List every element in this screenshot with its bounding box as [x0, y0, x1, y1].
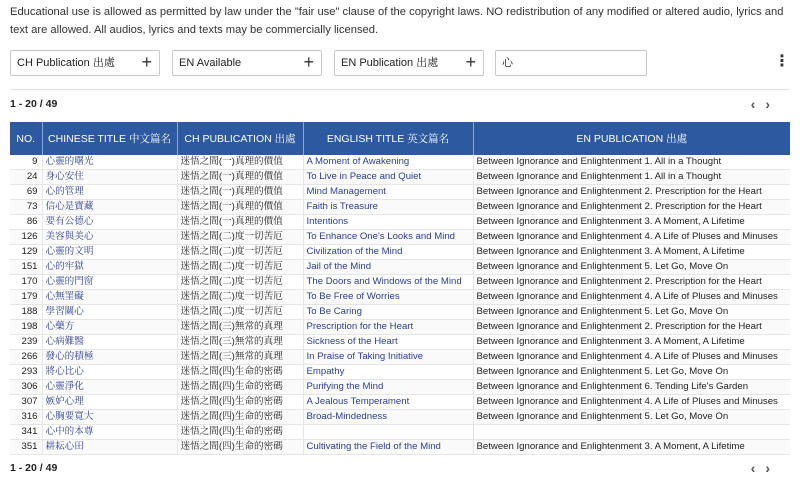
cell-en-publication: Between Ignorance and Enlightenment 1. All in a Thought	[473, 170, 790, 185]
table-row[interactable]	[10, 440, 790, 455]
table-row[interactable]	[10, 380, 790, 395]
cell-chinese-title[interactable]: 心無罣礙	[42, 290, 177, 305]
header-english-title[interactable]: ENGLISH TITLE 英文篇名	[303, 122, 473, 155]
header-chinese-title[interactable]: CHINESE TITLE 中文篇名	[42, 122, 177, 155]
cell-chinese-title[interactable]: 心藥方	[42, 320, 177, 335]
cell-english-title[interactable]: Purifying the Mind	[303, 380, 473, 395]
cell-english-title[interactable]	[303, 425, 473, 440]
header-en-publication[interactable]: EN PUBLICATION 出處	[473, 122, 790, 155]
cell-english-title[interactable]: Broad-Mindedness	[303, 410, 473, 425]
plus-icon[interactable]: +	[465, 52, 476, 72]
header-ch-publication[interactable]: CH PUBLICATION 出處	[177, 122, 303, 155]
table-row[interactable]	[10, 155, 790, 170]
ch-publication-filter[interactable]	[10, 50, 160, 76]
divider	[10, 89, 790, 90]
cell-chinese-title[interactable]: 發心的積極	[42, 350, 177, 365]
plus-icon[interactable]: +	[303, 52, 314, 72]
cell-chinese-title[interactable]: 心靈的文明	[42, 245, 177, 260]
cell-row-number: 198	[10, 320, 42, 335]
pager-range: 1 - 20 / 49	[10, 462, 58, 474]
prev-page-icon[interactable]: ‹	[750, 460, 766, 476]
cell-english-title[interactable]: The Doors and Windows of the Mind	[303, 275, 473, 290]
cell-ch-publication: 迷悟之間(四)生命的密碼	[177, 380, 303, 395]
cell-ch-publication: 迷悟之間(二)度一切苦厄	[177, 305, 303, 320]
table-row[interactable]	[10, 275, 790, 290]
cell-english-title[interactable]: Intentions	[303, 215, 473, 230]
cell-ch-publication: 迷悟之間(一)真理的價值	[177, 185, 303, 200]
table-row[interactable]	[10, 335, 790, 350]
cell-row-number: 351	[10, 440, 42, 455]
cell-row-number: 239	[10, 335, 42, 350]
cell-en-publication: Between Ignorance and Enlightenment 4. A Life of Pluses and Minuses	[473, 395, 790, 410]
en-publication-filter[interactable]	[334, 50, 484, 76]
cell-row-number: 266	[10, 350, 42, 365]
en-available-filter[interactable]	[172, 50, 322, 76]
cell-chinese-title[interactable]: 心中的本尊	[42, 425, 177, 440]
cell-en-publication: Between Ignorance and Enlightenment 5. Let Go, Move On	[473, 365, 790, 380]
prev-page-icon[interactable]: ‹	[750, 96, 766, 112]
cell-english-title[interactable]: To Be Caring	[303, 305, 473, 320]
table-row[interactable]	[10, 350, 790, 365]
cell-en-publication: Between Ignorance and Enlightenment 4. A Life of Pluses and Minuses	[473, 350, 790, 365]
copyright-notice: Educational use is allowed as permitted by law under the "fair use" clause of the copyright laws. NO redistribution of any modified or altered audio, lyrics and text are allowed. All audios, lyrics and texts may be commercially licensed.	[10, 6, 784, 36]
cell-en-publication: Between Ignorance and Enlightenment 4. A Life of Pluses and Minuses	[473, 290, 790, 305]
table-header-row	[10, 122, 790, 155]
cell-ch-publication: 迷悟之間(一)真理的價值	[177, 215, 303, 230]
table-row[interactable]	[10, 185, 790, 200]
cell-english-title[interactable]: Cultivating the Field of the Mind	[303, 440, 473, 455]
cell-row-number: 306	[10, 380, 42, 395]
cell-english-title[interactable]: To Enhance One's Looks and Mind	[303, 230, 473, 245]
cell-english-title[interactable]: In Praise of Taking Initiative	[303, 350, 473, 365]
cell-en-publication: Between Ignorance and Enlightenment 5. Let Go, Move On	[473, 260, 790, 275]
cell-ch-publication: 迷悟之間(四)生命的密碼	[177, 395, 303, 410]
cell-row-number: 188	[10, 305, 42, 320]
search-input[interactable]	[495, 50, 647, 76]
cell-english-title[interactable]: A Moment of Awakening	[303, 155, 473, 170]
cell-en-publication: Between Ignorance and Enlightenment 3. A Moment, A Lifetime	[473, 215, 790, 230]
cell-chinese-title[interactable]: 身心安住	[42, 170, 177, 185]
cell-ch-publication: 迷悟之間(二)度一切苦厄	[177, 275, 303, 290]
cell-en-publication: Between Ignorance and Enlightenment 4. A Life of Pluses and Minuses	[473, 230, 790, 245]
cell-row-number: 129	[10, 245, 42, 260]
cell-chinese-title[interactable]: 心胸要寬大	[42, 410, 177, 425]
cell-chinese-title[interactable]: 心的管理	[42, 185, 177, 200]
cell-english-title[interactable]: A Jealous Temperament	[303, 395, 473, 410]
cell-ch-publication: 迷悟之間(一)真理的價值	[177, 155, 303, 170]
cell-en-publication: Between Ignorance and Enlightenment 6. Tending Life's Garden	[473, 380, 790, 395]
cell-chinese-title[interactable]: 信心是寶藏	[42, 200, 177, 215]
cell-row-number: 24	[10, 170, 42, 185]
cell-en-publication: Between Ignorance and Enlightenment 2. Prescription for the Heart	[473, 185, 790, 200]
cell-ch-publication: 迷悟之間(三)無常的真理	[177, 320, 303, 335]
cell-row-number: 316	[10, 410, 42, 425]
cell-ch-publication: 迷悟之間(三)無常的真理	[177, 335, 303, 350]
cell-chinese-title[interactable]: 心靈淨化	[42, 380, 177, 395]
plus-icon[interactable]: +	[141, 52, 152, 72]
cell-row-number: 151	[10, 260, 42, 275]
cell-chinese-title[interactable]: 心靈的曙光	[42, 155, 177, 170]
cell-row-number: 179	[10, 290, 42, 305]
en-available-filter-label: EN Available	[179, 57, 242, 69]
more-options-icon[interactable]: ⋮	[774, 53, 790, 70]
cell-english-title[interactable]: Mind Management	[303, 185, 473, 200]
cell-en-publication: Between Ignorance and Enlightenment 5. Let Go, Move On	[473, 305, 790, 320]
next-page-icon[interactable]: ›	[765, 460, 780, 476]
cell-row-number: 9	[10, 155, 42, 170]
cell-english-title[interactable]: Prescription for the Heart	[303, 320, 473, 335]
table-row[interactable]	[10, 410, 790, 425]
cell-ch-publication: 迷悟之間(三)無常的真理	[177, 350, 303, 365]
ch-publication-filter-label: CH Publication 出處	[17, 57, 115, 69]
cell-row-number: 126	[10, 230, 42, 245]
cell-ch-publication: 迷悟之間(四)生命的密碼	[177, 410, 303, 425]
pager-top	[10, 98, 790, 112]
en-publication-filter-label: EN Publication 出處	[341, 57, 439, 69]
cell-ch-publication: 迷悟之間(一)真理的價值	[177, 170, 303, 185]
table-row[interactable]	[10, 215, 790, 230]
cell-en-publication	[473, 425, 790, 440]
cell-row-number: 170	[10, 275, 42, 290]
search-input-value: 心	[502, 57, 513, 69]
table-row[interactable]	[10, 305, 790, 320]
cell-english-title[interactable]: Civilization of the Mind	[303, 245, 473, 260]
cell-en-publication: Between Ignorance and Enlightenment 3. A Moment, A Lifetime	[473, 245, 790, 260]
table-row[interactable]	[10, 425, 790, 440]
cell-ch-publication: 迷悟之間(二)度一切苦厄	[177, 245, 303, 260]
cell-english-title[interactable]: To Be Free of Worries	[303, 290, 473, 305]
cell-row-number: 69	[10, 185, 42, 200]
next-page-icon[interactable]: ›	[765, 96, 780, 112]
cell-english-title[interactable]: Jail of the Mind	[303, 260, 473, 275]
header-no[interactable]: NO.	[10, 122, 42, 155]
cell-english-title[interactable]: To Live in Peace and Quiet	[303, 170, 473, 185]
table-row[interactable]	[10, 170, 790, 185]
cell-en-publication: Between Ignorance and Enlightenment 1. All in a Thought	[473, 155, 790, 170]
cell-english-title[interactable]: Faith is Treasure	[303, 200, 473, 215]
cell-ch-publication: 迷悟之間(四)生命的密碼	[177, 425, 303, 440]
cell-chinese-title[interactable]: 心的牢獄	[42, 260, 177, 275]
cell-chinese-title[interactable]: 嫉妒心理	[42, 395, 177, 410]
pager-bottom	[10, 462, 790, 476]
cell-ch-publication: 迷悟之間(四)生命的密碼	[177, 365, 303, 380]
cell-ch-publication: 迷悟之間(二)度一切苦厄	[177, 290, 303, 305]
cell-chinese-title[interactable]: 要有公德心	[42, 215, 177, 230]
table-row[interactable]	[10, 200, 790, 215]
cell-chinese-title[interactable]: 學習關心	[42, 305, 177, 320]
cell-en-publication: Between Ignorance and Enlightenment 2. Prescription for the Heart	[473, 275, 790, 290]
cell-en-publication: Between Ignorance and Enlightenment 2. Prescription for the Heart	[473, 320, 790, 335]
cell-en-publication: Between Ignorance and Enlightenment 5. Let Go, Move On	[473, 410, 790, 425]
cell-ch-publication: 迷悟之間(四)生命的密碼	[177, 440, 303, 455]
cell-english-title[interactable]: Empathy	[303, 365, 473, 380]
cell-ch-publication: 迷悟之間(二)度一切苦厄	[177, 260, 303, 275]
table-row[interactable]	[10, 395, 790, 410]
cell-row-number: 307	[10, 395, 42, 410]
table-row[interactable]	[10, 365, 790, 380]
cell-en-publication: Between Ignorance and Enlightenment 3. A Moment, A Lifetime	[473, 440, 790, 455]
cell-row-number: 293	[10, 365, 42, 380]
cell-chinese-title[interactable]: 心靈的門窗	[42, 275, 177, 290]
cell-row-number: 341	[10, 425, 42, 440]
table-row[interactable]	[10, 245, 790, 260]
table-row[interactable]	[10, 260, 790, 275]
filter-bar	[10, 50, 790, 77]
cell-ch-publication: 迷悟之間(一)真理的價值	[177, 200, 303, 215]
cell-chinese-title[interactable]: 心病難醫	[42, 335, 177, 350]
cell-en-publication: Between Ignorance and Enlightenment 3. A Moment, A Lifetime	[473, 335, 790, 350]
table-row[interactable]	[10, 290, 790, 305]
results-table	[10, 122, 790, 455]
cell-ch-publication: 迷悟之間(二)度一切苦厄	[177, 230, 303, 245]
cell-chinese-title[interactable]: 將心比心	[42, 365, 177, 380]
table-row[interactable]	[10, 320, 790, 335]
cell-english-title[interactable]: Sickness of the Heart	[303, 335, 473, 350]
table-row[interactable]	[10, 230, 790, 245]
cell-row-number: 86	[10, 215, 42, 230]
cell-chinese-title[interactable]: 耕耘心田	[42, 440, 177, 455]
cell-en-publication: Between Ignorance and Enlightenment 2. Prescription for the Heart	[473, 200, 790, 215]
cell-row-number: 73	[10, 200, 42, 215]
pager-range: 1 - 20 / 49	[10, 98, 58, 110]
cell-chinese-title[interactable]: 美容與美心	[42, 230, 177, 245]
